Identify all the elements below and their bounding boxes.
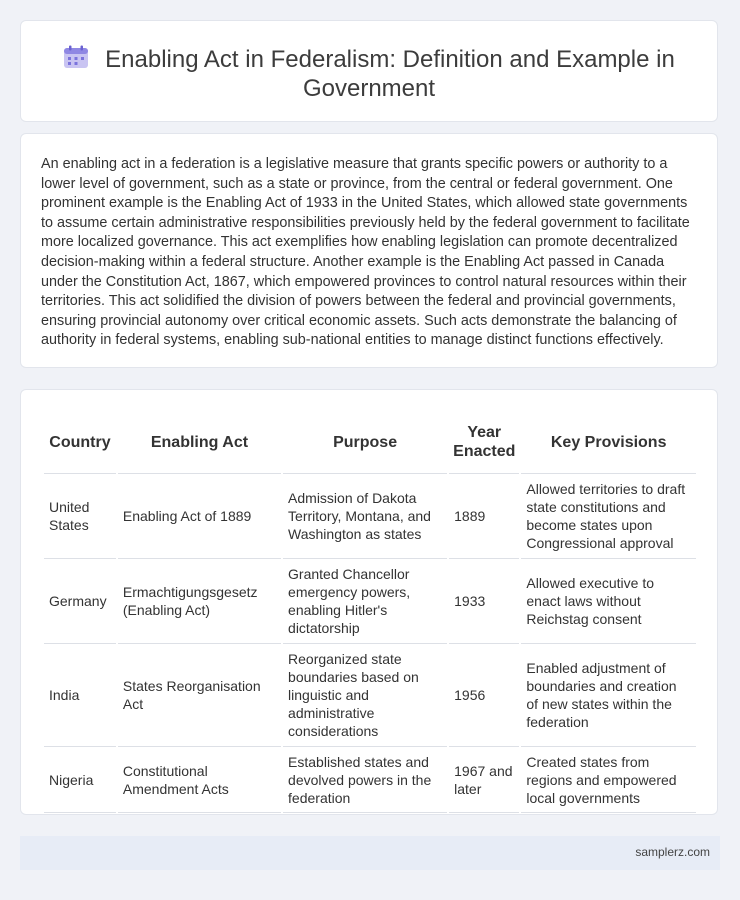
cell-country: Germany <box>44 558 116 643</box>
cell-country: United States <box>44 473 116 558</box>
header-key-provisions: Key Provisions <box>550 433 667 451</box>
cell-year: 1933 <box>449 558 519 643</box>
cell-country: India <box>44 643 116 746</box>
intro-card <box>20 133 718 368</box>
header-country: Country <box>49 433 111 451</box>
header-enabling-act: Enabling Act <box>150 433 249 451</box>
table-row <box>44 473 696 558</box>
cell-year: 1956 <box>449 643 519 746</box>
header-year-enacted: Year Enacted <box>453 424 516 460</box>
table-header-row <box>44 411 696 473</box>
cell-enabling-act: States Reorganisation Act <box>118 643 281 746</box>
cell-purpose: Established states and devolved powers in the federation <box>283 746 447 813</box>
page-title-wrap <box>41 45 697 103</box>
cell-enabling-act: Enabling Act of 1889 <box>118 473 281 558</box>
cell-purpose: Reorganized state boundaries based on linguistic and administrative considerations <box>283 643 447 746</box>
page-title: Enabling Act in Federalism: Definition and Example in Government <box>105 46 675 102</box>
table-row <box>44 746 696 813</box>
footer-bar <box>20 836 720 870</box>
cell-country: Nigeria <box>44 746 116 813</box>
calendar-icon <box>63 45 89 69</box>
footer-site-link[interactable]: samplerz.com <box>635 845 710 859</box>
cell-provisions: Created states from regions and empowered local governments <box>521 746 696 813</box>
cell-enabling-act: Constitutional Amendment Acts <box>118 746 281 813</box>
cell-provisions: Enabled adjustment of boundaries and creation of new states within the federation <box>521 643 696 746</box>
cell-enabling-act: Ermachtigungsgesetz (Enabling Act) <box>118 558 281 643</box>
enabling-acts-table <box>42 411 698 813</box>
title-card <box>20 20 718 122</box>
cell-purpose: Granted Chancellor emergency powers, enabling Hitler's dictatorship <box>283 558 447 643</box>
cell-provisions: Allowed executive to enact laws without Reichstag consent <box>521 558 696 643</box>
table-row <box>44 558 696 643</box>
cell-year: 1967 and later <box>449 746 519 813</box>
cell-purpose: Admission of Dakota Territory, Montana, and Washington as states <box>283 473 447 558</box>
table-card <box>20 389 718 815</box>
intro-paragraph: An enabling act in a federation is a legislative measure that grants specific powers or authority to a lower level of government, such as a state or province, from the central or federal government. One prominent example is the Enabling Act of 1933 in the United States, which allowed state governments to assume certain administrative responsibilities previously held by the federal government to facilitate more localized governance. This act exemplifies how enabling legislation can promote decentralized decision-making within a federal structure. Another example is the Enabling Act passed in Canada under the Constitution Act, 1867, which empowered provinces to control natural resources within their territories. This act solidified the division of powers between the federal and provincial governments, ensuring provincial autonomy over critical economic assets. Such acts demonstrate the balancing of authority in federal systems, enabling sub-national entities to manage distinct functions effectively. <box>41 156 690 349</box>
cell-provisions: Allowed territories to draft state constitutions and become states upon Congressional approval <box>521 473 696 558</box>
header-purpose: Purpose <box>333 433 398 451</box>
cell-year: 1889 <box>449 473 519 558</box>
table-row <box>44 643 696 746</box>
